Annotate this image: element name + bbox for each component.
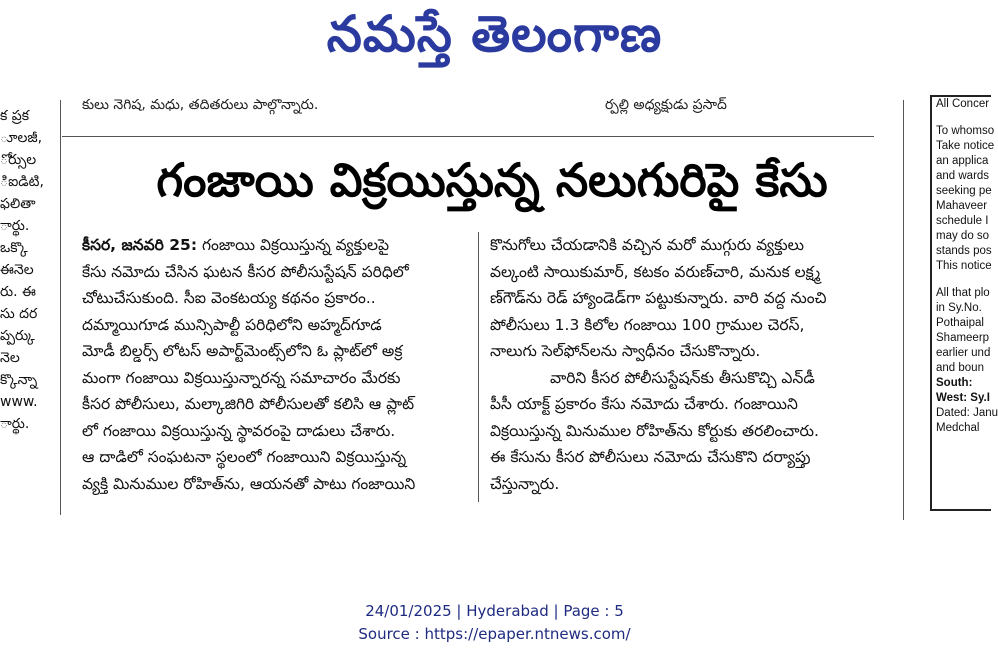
column-divider-mid: [478, 232, 479, 502]
left-column-line: రు. ఈ: [0, 284, 36, 300]
footer-date-line: 24/01/2025 | Hyderabad | Page : 5: [365, 602, 624, 620]
left-column-line: నెల: [0, 350, 20, 366]
notice-line: Medchal: [936, 422, 980, 434]
article-line: మోడీ బిల్డర్స్ లోటస్ అపార్ట్‌మెంట్స్‌లోని ఓ ప్లాట్‌లో అక్ర: [82, 342, 403, 360]
masthead-title: నమస్తే తెలంగాణ: [326, 4, 663, 63]
masthead: [0, 0, 989, 80]
notice-line: Take notice: [936, 140, 995, 152]
article-line-text: గంజాయి విక్రయిస్తున్న వ్యక్తులపై: [201, 236, 390, 254]
notice-gap: [932, 274, 991, 286]
right-notice-fragment: [930, 95, 998, 511]
notice-gap: [932, 112, 991, 124]
notice-line: and wards: [936, 170, 990, 182]
article-line: దమ్మాయిగూడ మున్సిపాల్టీ పరిధిలోని అహ్మద్‌గూడ: [82, 315, 382, 334]
article-column-1: [82, 232, 467, 497]
snippet-right: ర్పల్లి అధ్యక్షుడు ప్రసాద్: [605, 97, 727, 113]
article-line: వారిని కీసర పోలీసుస్టేషన్‌కు తీసుకొచ్చి ఎన్‌డీ: [550, 368, 815, 387]
left-column-line: ఒక్కొ: [0, 240, 28, 256]
notice-line: may do so: [936, 230, 990, 242]
article-column-2: [490, 232, 880, 497]
notice-line: stands pos: [936, 245, 992, 257]
left-column-line: క్కొన్నా: [0, 372, 38, 388]
notice-line: in Sy.No.: [936, 302, 982, 314]
article-line: వల్కంటి సాయికుమార్, కటకం వరుణ్‌చారి, మనుక లక్ష్మ: [490, 262, 821, 281]
notice-line: schedule I: [936, 215, 989, 227]
article-line: కీసర పోలీసులు, మల్కాజిగిరి పోలీసులతో కలిసి ఆ ప్లాట్: [82, 395, 415, 413]
left-column-line: ఈనెల: [0, 262, 34, 278]
headline-rule: [62, 136, 874, 137]
left-column-line: www.: [0, 394, 38, 410]
notice-line: This notice: [936, 260, 992, 272]
article-line: వ్యక్తి మినుముల రోహిత్‌ను, ఆయనతో పాటు గంజాయిని: [82, 474, 416, 493]
notice-line: seeking pe: [936, 185, 992, 197]
notice-line: South:: [936, 377, 973, 389]
notice-line: All that plo: [936, 287, 990, 299]
left-column-line: ప్పర్కు: [0, 328, 35, 344]
notice-line: Pothaipal: [936, 317, 984, 329]
article-line: చేస్తున్నారు.: [490, 474, 560, 493]
notice-line: Shameerp: [936, 332, 990, 344]
notice-line: earlier und: [936, 347, 991, 359]
left-column-fragment: [0, 105, 50, 515]
notice-line: and boun: [936, 362, 984, 374]
article-line: ఆ దాడిలో సంఘటనా స్థలంలో గంజాయిని విక్రయిస్తున్న: [82, 448, 407, 466]
article-line: ఈ కేసును కీసర పోలీసులు నమోదు చేసుకొని దర్యాప్తు: [490, 448, 811, 466]
left-column-line: క ప్రక: [0, 108, 30, 124]
notice-line: Dated: Janu: [936, 407, 998, 419]
left-column-line: సు దర: [0, 306, 38, 322]
article-dateline: కీసర, జనవరి 25:: [82, 236, 198, 254]
snippet-left: కులు నెగిష, మధు, తదితరులు పాల్గొన్నారు.: [82, 97, 319, 113]
article-line: మంగా గంజాయి విక్రయిస్తున్నారన్న సమాచారం మేరకు: [82, 368, 401, 387]
article-line: పీసీ యాక్ట్ ప్రకారం కేసు నమోదు చేశారు. గంజాయిని: [490, 395, 798, 413]
article-line: చోటుచేసుకుంది. సీఐ వెంకటయ్య కథనం ప్రకారం..: [82, 289, 376, 307]
article-line: విక్రయిస్తున్న మినుముల రోహిత్‌ను కోర్టుకు తరలించారు.: [490, 421, 819, 440]
article-line: కేసు నమోదు చేసిన ఘటన కీసర పోలీసుస్టేషన్ పరిధిలో: [82, 262, 409, 281]
notice-line: West: Sy.I: [936, 392, 990, 404]
article-line: లో గంజాయి విక్రయిస్తున్న స్థావరంపై దాడులు చేశారు.: [82, 421, 396, 440]
left-column-line: ిఐడిటి,: [0, 174, 44, 190]
notice-line: Mahaveer: [936, 200, 988, 212]
left-column-line: ార్థు.: [0, 416, 30, 432]
left-column-line: ార్థు.: [0, 218, 30, 234]
article-line: పోలీసులు 1.3 కిలోల గంజాయి 100 గ్రాముల చెరస్,: [490, 315, 805, 334]
column-divider-left: [60, 100, 61, 515]
notice-line: To whomso: [936, 125, 995, 137]
article-line: [82, 232, 467, 259]
article-line: నాలుగు సెల్‌ఫోన్‌లను స్వాధీనం చేసుకొన్నారు.: [490, 342, 761, 360]
article-headline: గంజాయి విక్రయిస్తున్న నలుగురిపై కేసు: [156, 153, 828, 207]
notice-line: All Concer: [936, 98, 990, 110]
article-line: ణ్‌గౌడ్‌ను రెడ్ హ్యాండెడ్‌గా పట్టుకున్నారు. వారి వద్ద నుంచి: [490, 289, 827, 307]
left-column-line: ఫలితా: [0, 196, 36, 212]
article-line: కొనుగోలు చేయడానికి వచ్చిన మరో ముగ్గురు వ్యక్తులు: [490, 236, 804, 254]
left-column-line: ోర్సుల: [0, 152, 37, 168]
notice-line: an applica: [936, 155, 989, 167]
column-divider-right: [903, 100, 904, 520]
left-column-line: ూలజీ,: [0, 130, 43, 146]
footer-source-line: Source : https://epaper.ntnews.com/: [358, 625, 631, 643]
